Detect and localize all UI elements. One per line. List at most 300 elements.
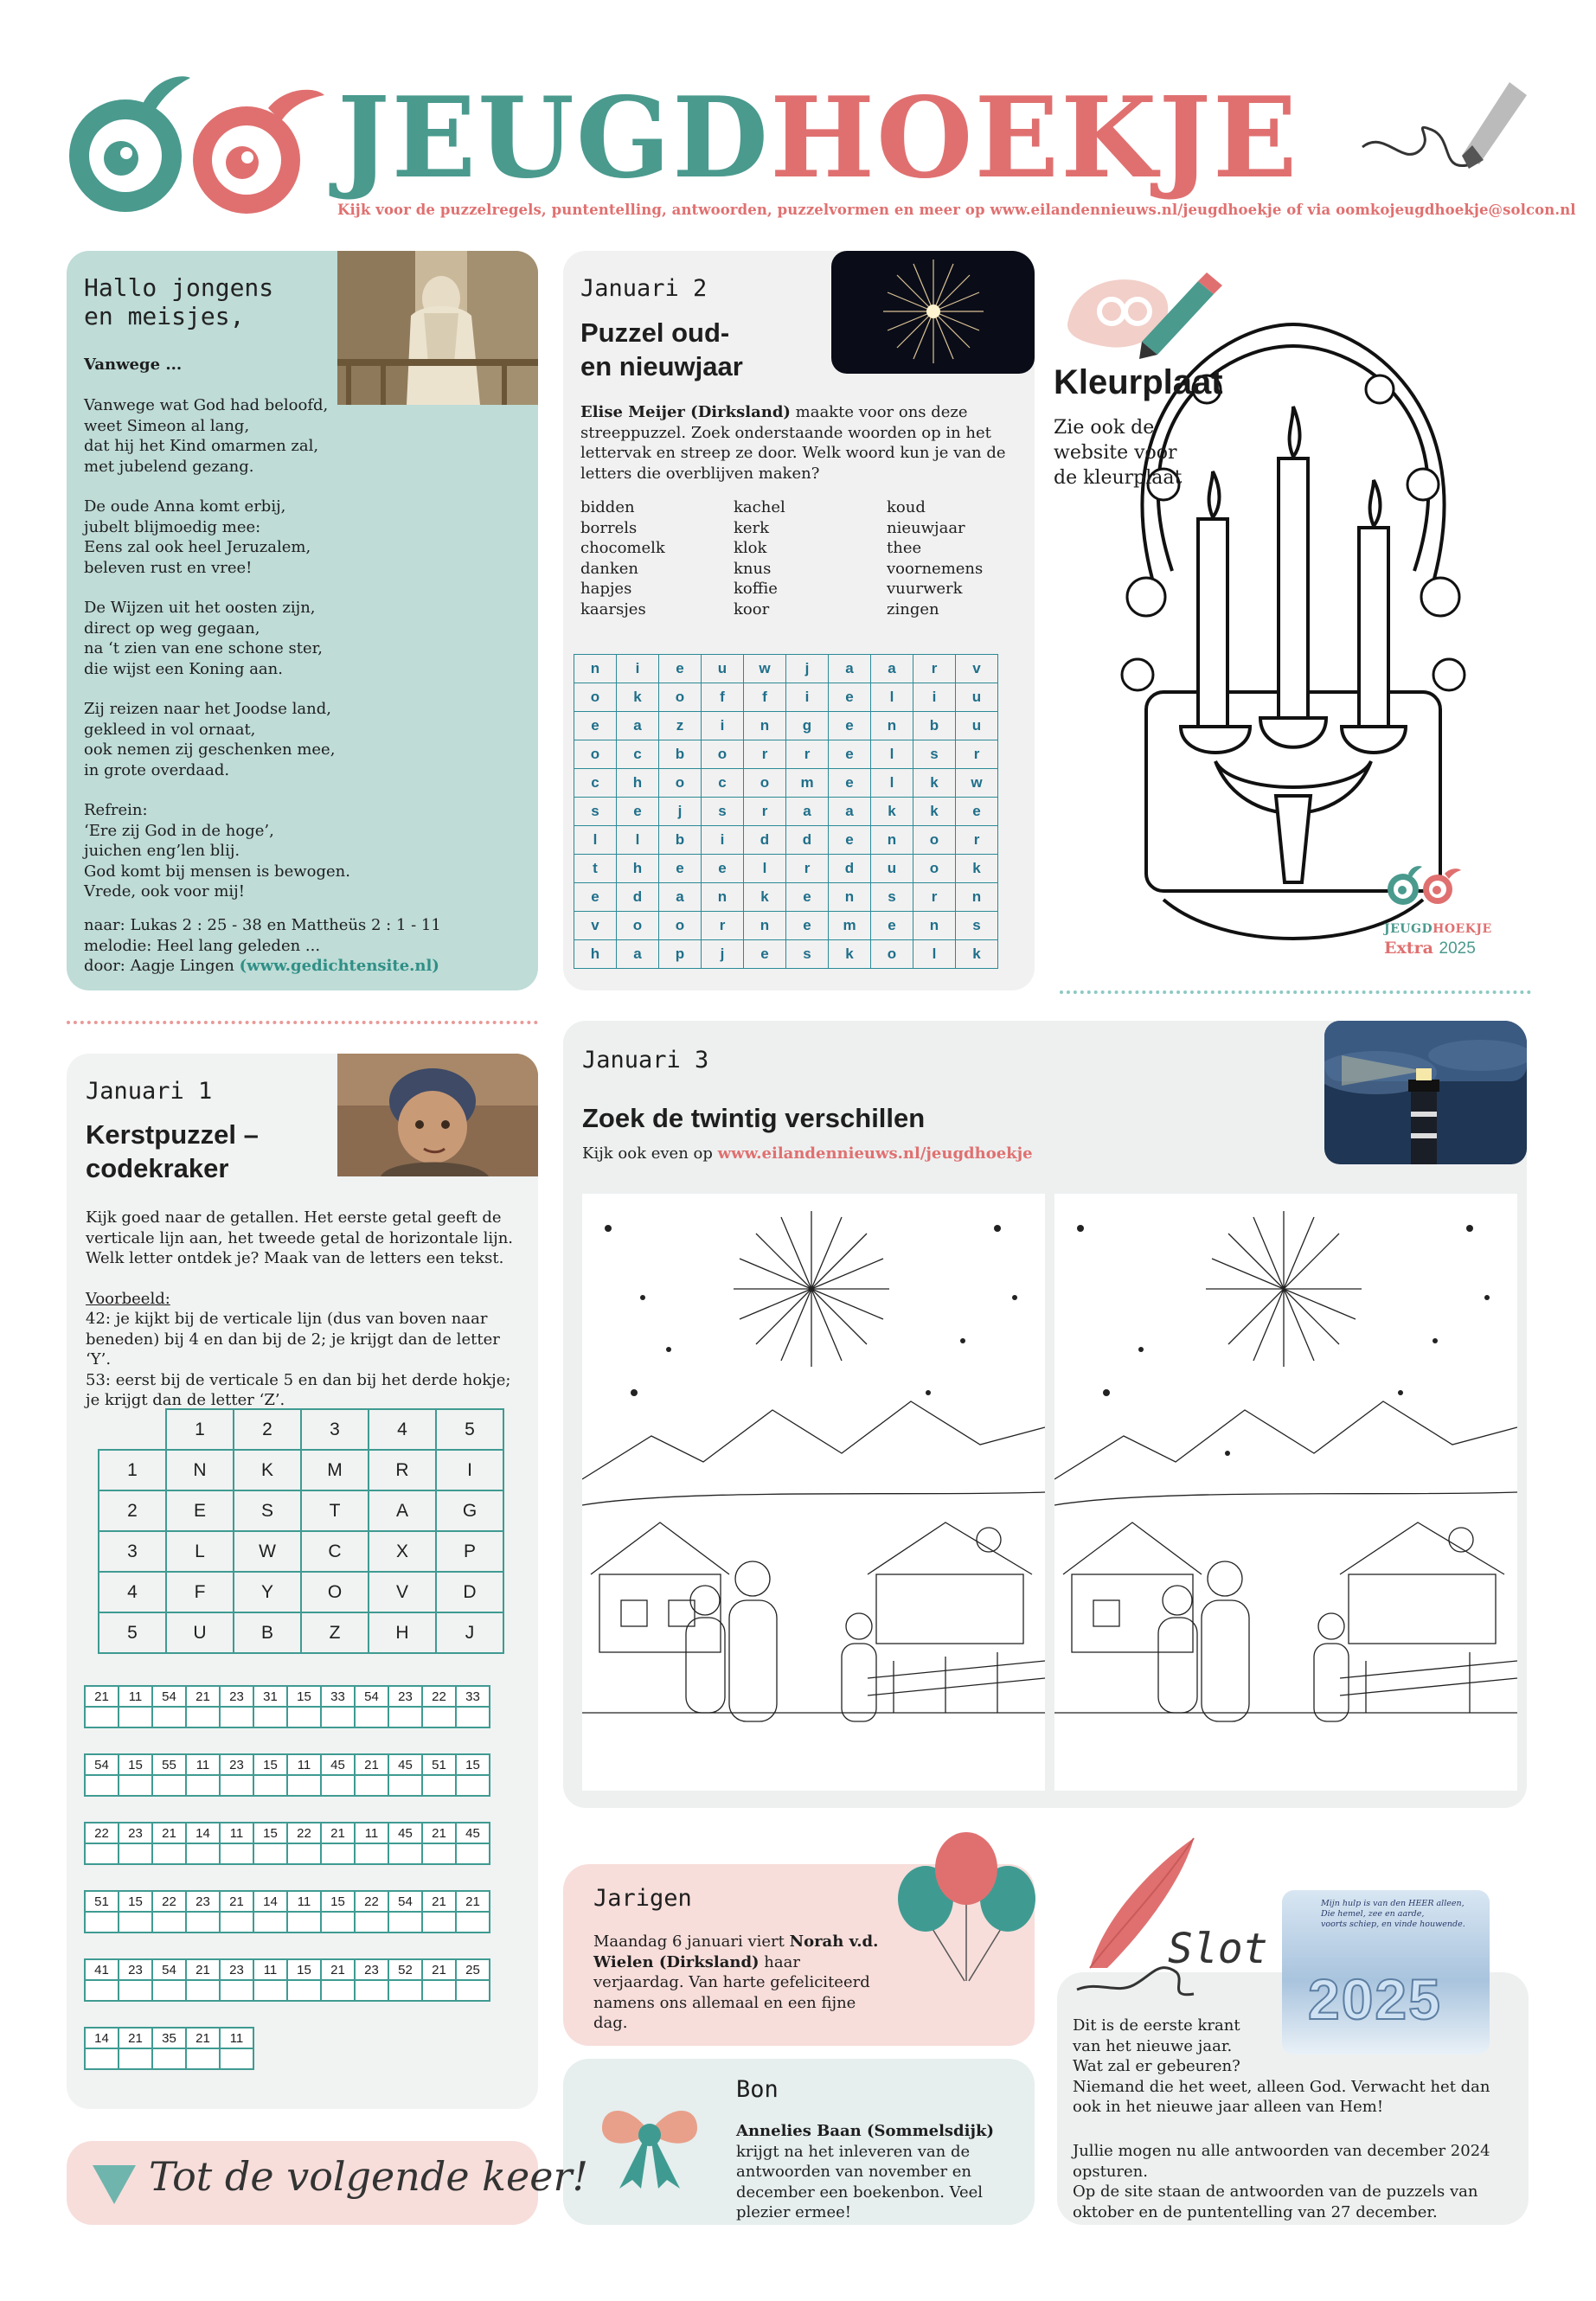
code-answer-cell[interactable] [186, 1707, 220, 1727]
code-number: 23 [119, 1959, 152, 1980]
code-answer-cell[interactable] [287, 1707, 321, 1727]
simeon-illustration [337, 251, 538, 405]
code-answer-cell[interactable] [321, 1912, 355, 1932]
code-answer-cell[interactable] [456, 1775, 490, 1796]
code-number: 11 [220, 1823, 253, 1843]
word-search-cell[interactable]: s [702, 798, 744, 826]
word-search-cell[interactable]: c [617, 740, 659, 769]
word-search-cell[interactable]: o [574, 683, 617, 712]
code-answer-cell[interactable] [220, 1912, 253, 1932]
word-search-cell[interactable]: k [913, 798, 956, 826]
word-search-cell[interactable]: u [702, 655, 744, 683]
code-number: 54 [388, 1891, 422, 1912]
word-search-cell[interactable]: j [659, 798, 702, 826]
code-grid-cell: O [301, 1572, 369, 1612]
farewell-text: Tot de volgende keer! [149, 2153, 588, 2200]
word-search-row [574, 940, 998, 969]
code-grid-cell: V [369, 1572, 436, 1612]
poem-stanza: De Wijzen uit het oosten zijn, direct op weg gegaan, na ‘t zien van ene schone ster, die wijst een Koning aan. [84, 599, 323, 678]
word-search-cell[interactable]: u [956, 712, 998, 740]
code-answer-cell[interactable] [422, 1775, 456, 1796]
word-list-col1: bidden borrels chocomelk danken hapjes kaarsjes [580, 498, 665, 619]
code-number: 15 [287, 1686, 321, 1707]
bon-panel [563, 2059, 1035, 2225]
word-search-cell[interactable]: o [617, 912, 659, 940]
puzzle3-subtitle [582, 1144, 1033, 1164]
word-search-row [574, 912, 998, 940]
code-grid-cell: Y [234, 1572, 301, 1612]
word-search-cell[interactable]: a [659, 883, 702, 912]
word-search-cell[interactable]: i [617, 655, 659, 683]
word-search-cell[interactable]: e [829, 826, 871, 855]
word-search-cell[interactable]: e [574, 712, 617, 740]
code-answer-cell[interactable] [186, 1980, 220, 2001]
code-grid-row-header: 2 [99, 1490, 166, 1531]
word-search-cell[interactable]: i [702, 712, 744, 740]
code-number: 21 [119, 2028, 152, 2048]
puzzle2-title: Puzzel oud- en nieuwjaar [580, 317, 743, 381]
kleurplaat-title: Kleurplaat [1054, 363, 1223, 401]
word-search-cell[interactable]: n [702, 883, 744, 912]
poem-stanza: Zij reizen naar het Joodse land, gekleed in vol ornaat, ook nemen zij geschenken mee, in grote overdaad. [84, 700, 336, 779]
kleurplaat-section [1051, 251, 1535, 977]
code-answer-cell[interactable] [422, 1707, 456, 1727]
puzzle2-intro-name: Elise Meijer (Dirksland) [580, 403, 791, 421]
code-grid-cell: T [301, 1490, 369, 1531]
word-search-cell[interactable]: e [786, 912, 829, 940]
code-number: 45 [321, 1754, 355, 1775]
code-answer-cell[interactable] [85, 1707, 119, 1727]
word-search-cell[interactable]: r [956, 826, 998, 855]
code-answer-cell[interactable] [321, 1775, 355, 1796]
poem-stanzas [84, 395, 516, 902]
code-number: 25 [456, 1959, 490, 1980]
word-search-cell[interactable]: k [617, 683, 659, 712]
word-search-cell[interactable]: v [574, 912, 617, 940]
code-grid-row-header: 3 [99, 1531, 166, 1572]
word-search-cell[interactable]: m [829, 912, 871, 940]
word-search-cell[interactable]: o [659, 912, 702, 940]
code-answer-cell[interactable] [85, 1912, 119, 1932]
jarigen-text-a: Maandag 6 januari viert [593, 1932, 790, 1951]
code-answer-cell[interactable] [119, 2048, 152, 2069]
code-answer-cell[interactable] [119, 1843, 152, 1864]
code-number: 15 [119, 1754, 152, 1775]
code-answer-cell[interactable] [456, 1980, 490, 2001]
code-number: 54 [85, 1754, 119, 1775]
code-number: 41 [85, 1959, 119, 1980]
word-search-cell[interactable]: d [786, 826, 829, 855]
code-answer-cell[interactable] [186, 2048, 220, 2069]
code-answer-cell[interactable] [422, 1980, 456, 2001]
word-search-cell[interactable]: e [744, 940, 786, 969]
word-search-cell[interactable]: s [956, 912, 998, 940]
code-answer-cell[interactable] [119, 1707, 152, 1727]
word-search-cell[interactable]: l [871, 769, 913, 798]
word-search-cell[interactable]: r [702, 912, 744, 940]
code-number: 21 [422, 1891, 456, 1912]
word-search-cell[interactable]: s [574, 798, 617, 826]
word-search-cell[interactable]: n [871, 712, 913, 740]
word-search-cell[interactable]: r [913, 655, 956, 683]
word-search-cell[interactable]: u [956, 683, 998, 712]
slot-image-caption: Mijn hulp is van den HEER alleen, Die hemel, zee en aarde, voorts schiep, en vinde houwende. [1321, 1899, 1465, 1929]
word-search-cell[interactable]: k [871, 798, 913, 826]
code-answer-cell[interactable] [85, 1843, 119, 1864]
word-search-cell[interactable]: e [702, 855, 744, 883]
code-answer-cell[interactable] [422, 1843, 456, 1864]
word-search-cell[interactable]: w [744, 655, 786, 683]
code-answer-cell[interactable] [152, 2048, 186, 2069]
word-search-cell[interactable]: k [956, 940, 998, 969]
word-search-cell[interactable]: d [617, 883, 659, 912]
slot-image [1282, 1890, 1490, 2054]
code-answer-cell[interactable] [355, 1980, 388, 2001]
code-answer-cell[interactable] [287, 1980, 321, 2001]
word-search-row [574, 655, 998, 683]
word-search-cell[interactable]: i [786, 683, 829, 712]
fountain-pen-icon [1358, 69, 1531, 199]
word-search-cell[interactable]: b [659, 826, 702, 855]
word-search-cell[interactable]: o [574, 740, 617, 769]
word-search-cell[interactable]: h [617, 769, 659, 798]
word-search-cell[interactable]: a [829, 655, 871, 683]
word-search-cell[interactable]: d [829, 855, 871, 883]
word-search-cell[interactable]: i [913, 683, 956, 712]
code-answer-cell[interactable] [456, 1912, 490, 1932]
word-search-cell[interactable]: e [574, 883, 617, 912]
word-search-cell[interactable]: a [829, 798, 871, 826]
word-search-row [574, 798, 998, 826]
code-answer-cell[interactable] [152, 1843, 186, 1864]
word-search-cell[interactable]: z [659, 712, 702, 740]
code-grid-row [99, 1531, 503, 1572]
code-answer-cell[interactable] [456, 1707, 490, 1727]
word-search-cell[interactable]: f [744, 683, 786, 712]
word-search-cell[interactable]: e [659, 655, 702, 683]
word-search-cell[interactable]: k [744, 883, 786, 912]
slot-text2: Jullie mogen nu alle antwoorden van december 2024 opsturen. Op de site staan de antwoorden van de puzzels van oktober en de puntentelling van 27 december. [1073, 2142, 1490, 2221]
word-search-cell[interactable]: l [744, 855, 786, 883]
code-number: 31 [253, 1686, 287, 1707]
divider-right [1060, 990, 1531, 994]
logo-icon [61, 69, 329, 225]
code-number: 54 [152, 1686, 186, 1707]
slot-title: Slot [1168, 1925, 1268, 1973]
code-answer-cell[interactable] [152, 1775, 186, 1796]
word-search-cell[interactable]: k [829, 940, 871, 969]
word-search-cell[interactable]: n [574, 655, 617, 683]
code-answer-cell[interactable] [355, 1707, 388, 1727]
badge-title [1384, 922, 1492, 936]
word-search-cell[interactable]: a [786, 798, 829, 826]
code-answer-cell[interactable] [321, 1980, 355, 2001]
code-answer-cell[interactable] [119, 1912, 152, 1932]
code-number: 21 [186, 1959, 220, 1980]
word-search-cell[interactable]: i [702, 826, 744, 855]
word-search-cell[interactable]: s [871, 883, 913, 912]
code-number: 14 [253, 1891, 287, 1912]
word-search-cell[interactable]: n [829, 883, 871, 912]
code-number: 52 [388, 1959, 422, 1980]
code-answer-cell[interactable] [422, 1912, 456, 1932]
code-row [84, 1685, 490, 1728]
word-search-cell[interactable]: o [702, 740, 744, 769]
word-search-cell[interactable]: r [744, 740, 786, 769]
word-search-cell[interactable]: t [574, 855, 617, 883]
code-grid-cell: F [166, 1572, 234, 1612]
word-search-cell[interactable]: b [659, 740, 702, 769]
code-number: 45 [388, 1754, 422, 1775]
code-answer-cell[interactable] [152, 1912, 186, 1932]
word-search-cell[interactable]: e [829, 712, 871, 740]
code-grid-cell: G [436, 1490, 503, 1531]
code-answer-cell[interactable] [388, 1707, 422, 1727]
word-search-cell[interactable]: e [617, 798, 659, 826]
firework-photo [831, 251, 1035, 374]
balloons-icon [887, 1825, 1047, 1985]
word-search-cell[interactable]: o [659, 683, 702, 712]
word-search-cell[interactable]: e [829, 740, 871, 769]
word-search-cell[interactable]: e [871, 912, 913, 940]
word-search-cell[interactable]: c [702, 769, 744, 798]
code-number: 54 [355, 1686, 388, 1707]
code-answer-cell[interactable] [287, 1912, 321, 1932]
code-number: 14 [186, 1823, 220, 1843]
code-number: 11 [186, 1754, 220, 1775]
code-answer-cell[interactable] [119, 1980, 152, 2001]
word-search-cell[interactable]: u [871, 855, 913, 883]
word-search-cell[interactable]: v [956, 655, 998, 683]
word-search-cell[interactable]: j [786, 655, 829, 683]
code-grid-col-header: 5 [436, 1409, 503, 1450]
badge-year: 2025 [1439, 939, 1476, 958]
word-search-cell[interactable]: l [913, 940, 956, 969]
code-number: 21 [186, 2028, 220, 2048]
code-number: 51 [422, 1754, 456, 1775]
word-search-cell[interactable]: b [913, 712, 956, 740]
word-search-row [574, 883, 998, 912]
word-search-cell[interactable]: m [786, 769, 829, 798]
word-search-cell[interactable]: l [871, 740, 913, 769]
code-answer-cell[interactable] [85, 1980, 119, 2001]
code-answer-cell[interactable] [152, 1980, 186, 2001]
title [337, 74, 1299, 203]
code-number: 23 [220, 1959, 253, 1980]
code-number: 33 [456, 1686, 490, 1707]
code-number: 15 [253, 1754, 287, 1775]
code-answer-cell[interactable] [321, 1843, 355, 1864]
word-search-cell[interactable]: r [956, 740, 998, 769]
boy-photo [337, 1054, 538, 1176]
word-search-cell[interactable]: k [913, 769, 956, 798]
word-search-cell[interactable]: p [659, 940, 702, 969]
code-grid-cell: C [301, 1531, 369, 1572]
code-number: 45 [456, 1823, 490, 1843]
code-answer-cell[interactable] [253, 1775, 287, 1796]
word-search-cell[interactable]: o [913, 826, 956, 855]
word-search-cell[interactable]: r [744, 798, 786, 826]
word-search-cell[interactable]: l [574, 826, 617, 855]
word-search-cell[interactable]: o [744, 769, 786, 798]
bon-text [736, 2121, 1022, 2223]
word-search-cell[interactable]: r [913, 883, 956, 912]
code-answer-cell[interactable] [355, 1912, 388, 1932]
code-answer-cell[interactable] [119, 1775, 152, 1796]
word-search-cell[interactable]: n [744, 712, 786, 740]
code-number: 23 [220, 1754, 253, 1775]
code-answer-cell[interactable] [355, 1843, 388, 1864]
word-search-cell[interactable]: o [659, 769, 702, 798]
word-search-cell[interactable]: a [617, 712, 659, 740]
badge-extra [1384, 939, 1476, 958]
code-answer-cell[interactable] [220, 1843, 253, 1864]
code-grid-cell: P [436, 1531, 503, 1572]
code-answer-cell[interactable] [220, 2048, 253, 2069]
jarigen-name: Norah v.d. Wielen (Dirksland) [593, 1932, 879, 1971]
bon-text-body: krijgt na het inleveren van de antwoorden van november en december een boekenbon. Veel plezier ermee! [736, 2142, 984, 2221]
word-search-row [574, 683, 998, 712]
code-answer-cell[interactable] [388, 1843, 422, 1864]
word-search-cell[interactable]: e [829, 769, 871, 798]
code-rows [84, 1685, 534, 2100]
puzzle3-subtitle-link[interactable]: www.eilandennieuws.nl/jeugdhoekje [717, 1144, 1033, 1163]
code-answer-cell[interactable] [220, 1707, 253, 1727]
word-search-cell[interactable]: e [956, 798, 998, 826]
word-search-cell[interactable]: r [786, 855, 829, 883]
code-number: 21 [186, 1686, 220, 1707]
code-row [84, 1822, 490, 1865]
code-answer-cell[interactable] [186, 1775, 220, 1796]
code-grid-cell: K [234, 1450, 301, 1490]
code-number: 11 [287, 1754, 321, 1775]
code-number: 23 [119, 1823, 152, 1843]
word-search-cell[interactable]: a [617, 940, 659, 969]
word-search-cell[interactable]: c [574, 769, 617, 798]
code-grid-row-header: 5 [99, 1612, 166, 1653]
code-number: 22 [287, 1823, 321, 1843]
code-answer-cell[interactable] [253, 1980, 287, 2001]
word-search-cell[interactable]: h [617, 855, 659, 883]
word-search-cell[interactable]: k [956, 855, 998, 883]
word-search-row [574, 712, 998, 740]
code-answer-cell[interactable] [253, 1912, 287, 1932]
code-answer-cell[interactable] [220, 1980, 253, 2001]
code-number: 15 [321, 1891, 355, 1912]
word-search-cell[interactable]: n [744, 912, 786, 940]
code-answer-cell[interactable] [220, 1775, 253, 1796]
puzzle2-intro-text: maakte voor ons deze streeppuzzel. Zoek onderstaande woorden op in het lettervak en streep ze door. Welk woord kun je van de letters die overblijven maken? [580, 403, 1006, 483]
code-grid-row [99, 1612, 503, 1653]
code-grid-cell: X [369, 1531, 436, 1572]
code-grid-row [99, 1572, 503, 1612]
word-search-cell[interactable]: e [829, 683, 871, 712]
word-search-cell[interactable]: w [956, 769, 998, 798]
code-grid-cell: J [436, 1612, 503, 1653]
code-grid-cell: N [166, 1450, 234, 1490]
code-number: 23 [388, 1686, 422, 1707]
word-search-cell[interactable]: s [786, 940, 829, 969]
lighthouse-photo [1324, 1021, 1527, 1164]
code-row [84, 1890, 490, 1933]
word-search-cell[interactable]: n [956, 883, 998, 912]
puzzle3-date: Januari 3 [582, 1047, 709, 1074]
code-answer-cell[interactable] [388, 1980, 422, 2001]
code-grid-cell: H [369, 1612, 436, 1653]
code-number: 23 [220, 1686, 253, 1707]
bon-name: Annelies Baan (Sommelsdijk) [736, 2122, 994, 2140]
word-search-cell[interactable]: n [913, 912, 956, 940]
word-search-cell[interactable]: h [574, 940, 617, 969]
puzzle3-title: Zoek de twintig verschillen [582, 1103, 926, 1133]
word-search-cell[interactable]: f [702, 683, 744, 712]
code-answer-cell[interactable] [85, 1775, 119, 1796]
word-list-col3: koud nieuwjaar thee voornemens vuurwerk zingen [887, 498, 984, 619]
word-search-cell[interactable]: l [871, 683, 913, 712]
word-search-cell[interactable]: o [871, 940, 913, 969]
code-number: 35 [152, 2028, 186, 2048]
code-answer-cell[interactable] [321, 1707, 355, 1727]
code-grid-cell: Z [301, 1612, 369, 1653]
poem-credits-link[interactable]: (www.gedichtensite.nl) [239, 957, 439, 975]
code-answer-cell[interactable] [456, 1843, 490, 1864]
flag-triangle-icon [93, 2165, 136, 2204]
word-search-cell[interactable]: l [617, 826, 659, 855]
word-search-cell[interactable]: o [913, 855, 956, 883]
code-answer-cell[interactable] [85, 2048, 119, 2069]
code-grid-cell: U [166, 1612, 234, 1653]
code-number: 15 [253, 1823, 287, 1843]
code-answer-cell[interactable] [186, 1912, 220, 1932]
poem-stanza: Vanwege wat God had beloofd, weet Simeon al lang, dat hij het Kind omarmen zal, met jubelend gezang. [84, 396, 329, 476]
word-search-cell[interactable]: e [786, 883, 829, 912]
code-grid-row-header: 1 [99, 1450, 166, 1490]
code-answer-cell[interactable] [253, 1707, 287, 1727]
code-answer-cell[interactable] [355, 1775, 388, 1796]
spot-difference-picture-right [1054, 1194, 1517, 1791]
code-answer-cell[interactable] [253, 1843, 287, 1864]
code-grid [98, 1408, 504, 1654]
word-search-cell[interactable]: d [744, 826, 786, 855]
code-answer-cell[interactable] [287, 1843, 321, 1864]
word-search-cell[interactable]: e [659, 855, 702, 883]
word-search-cell[interactable]: j [702, 940, 744, 969]
code-answer-cell[interactable] [186, 1843, 220, 1864]
puzzle1-example-text: 42: je kijkt bij de verticale lijn (dus van boven naar beneden) bij 4 en dan bij de 2; je krijgt dan de letter ‘Y’. 53: eerst bij de verticale 5 en dan bij het derde hokje; je krijgt dan de letter ‘Z’. [86, 1310, 511, 1409]
word-search-cell[interactable]: a [871, 655, 913, 683]
word-search-row [574, 769, 998, 798]
word-search-cell[interactable]: r [786, 740, 829, 769]
code-grid-cell: B [234, 1612, 301, 1653]
code-number: 21 [321, 1823, 355, 1843]
code-number: 21 [85, 1686, 119, 1707]
code-grid-cell: S [234, 1490, 301, 1531]
kleurplaat-text: Zie ook de website voor de kleurplaat [1054, 417, 1183, 489]
word-search-cell[interactable]: g [786, 712, 829, 740]
farewell-banner [67, 2141, 588, 2225]
code-answer-cell[interactable] [287, 1775, 321, 1796]
code-number: 11 [119, 1686, 152, 1707]
code-answer-cell[interactable] [152, 1707, 186, 1727]
code-answer-cell[interactable] [388, 1912, 422, 1932]
puzzle1-panel [67, 1054, 538, 2109]
word-search-cell[interactable]: n [871, 826, 913, 855]
word-search-cell[interactable]: s [913, 740, 956, 769]
code-answer-cell[interactable] [388, 1775, 422, 1796]
code-grid-col-header: 2 [234, 1409, 301, 1450]
code-number: 55 [152, 1754, 186, 1775]
puzzle1-date: Januari 1 [86, 1078, 213, 1105]
